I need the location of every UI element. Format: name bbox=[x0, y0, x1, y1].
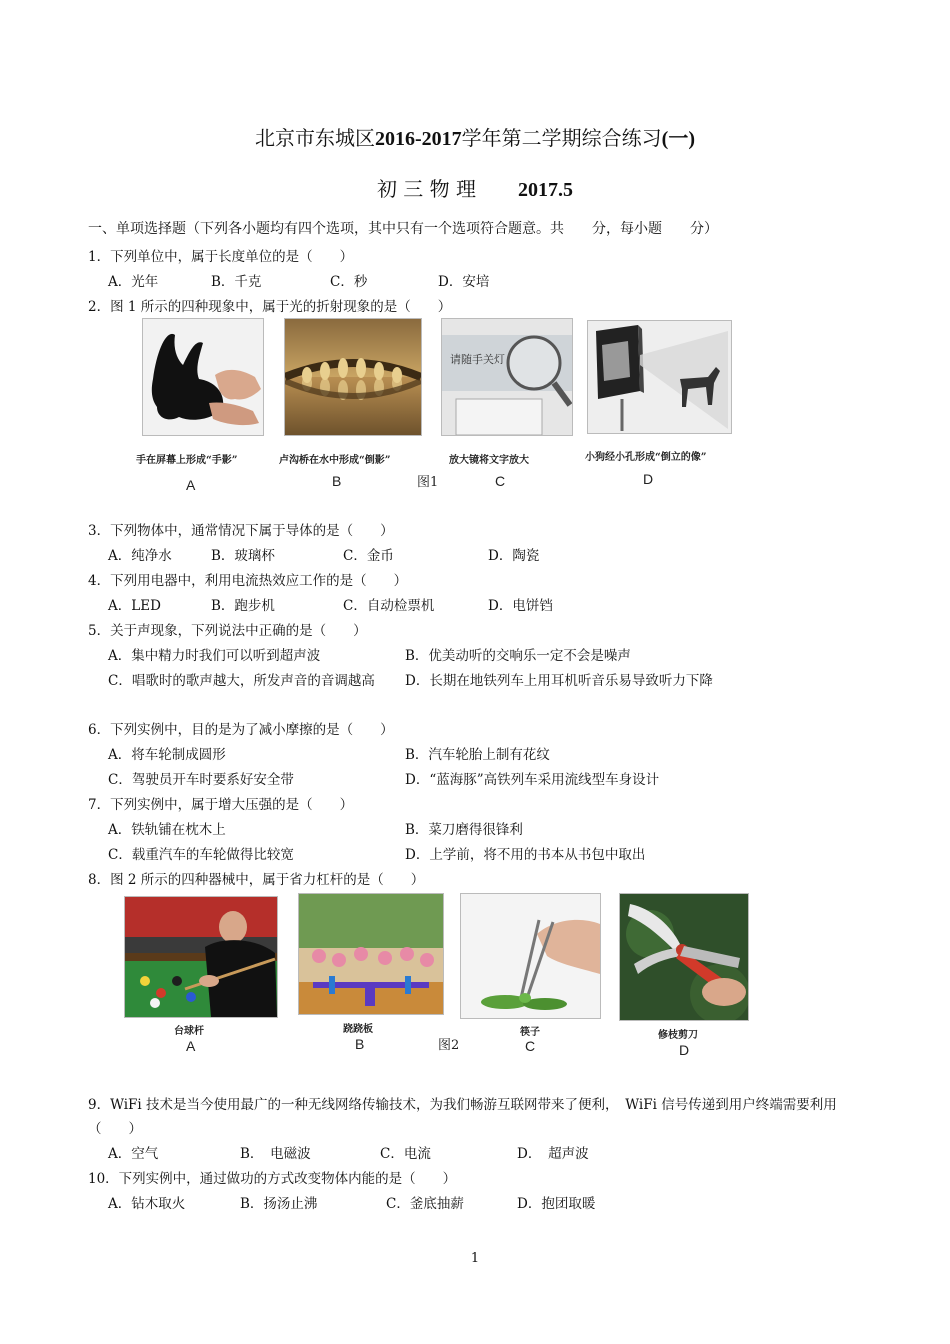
q10-option-d: D．抱团取暖 bbox=[517, 1196, 596, 1212]
q2-letter-b: B bbox=[332, 473, 342, 489]
q7-option-b: B．菜刀磨得很锋利 bbox=[405, 822, 523, 838]
q8-caption-a: 台球杆 bbox=[174, 1026, 204, 1037]
q3-option-a: A．纯净水 bbox=[108, 548, 172, 564]
q6-option-b: B．汽车轮胎上制有花纹 bbox=[405, 747, 550, 763]
figure-pinhole bbox=[587, 320, 732, 434]
question-7-stem: 7．下列实例中，属于增大压强的是（ ） bbox=[88, 797, 354, 813]
q9-option-c: C．电流 bbox=[380, 1146, 431, 1162]
q2-letter-c: C bbox=[495, 473, 506, 489]
q6-option-a: A．将车轮制成圆形 bbox=[108, 747, 226, 763]
question-4-stem: 4．下列用电器中，利用电流热效应工作的是（ ） bbox=[88, 573, 408, 589]
q2-caption-d: 小狗经小孔形成“倒立的像” bbox=[585, 452, 707, 463]
title-prefix: 北京市东城区 bbox=[255, 126, 375, 150]
question-1-stem: 1．下列单位中，属于长度单位的是（ ） bbox=[88, 249, 354, 265]
q2-caption-a: 手在屏幕上形成“手影” bbox=[136, 455, 238, 466]
question-8-stem: 8．图 2 所示的四种器械中，属于省力杠杆的是（ ） bbox=[88, 872, 425, 888]
q8-letter-d: D bbox=[679, 1042, 690, 1058]
q2-caption-b: 卢沟桥在水中形成“倒影” bbox=[279, 455, 391, 466]
page-title bbox=[0, 122, 950, 151]
q3-option-c: C．金币 bbox=[343, 548, 394, 564]
figure-magnifier bbox=[441, 318, 573, 436]
q2-letter-d: D bbox=[643, 471, 654, 487]
q1-option-d: D．安培 bbox=[438, 274, 490, 290]
subtitle-date: 2017.5 bbox=[518, 179, 574, 201]
figure-2-label: 图2 bbox=[438, 1038, 460, 1053]
q2-letter-a: A bbox=[186, 477, 196, 493]
q5-option-b: B．优美动听的交响乐一定不会是噪声 bbox=[405, 648, 631, 664]
q10-option-c: C．釜底抽薪 bbox=[386, 1196, 464, 1212]
q7-option-d: D．上学前，将不用的书本从书包中取出 bbox=[405, 847, 646, 863]
q6-option-c: C．驾驶员开车时要系好安全带 bbox=[108, 772, 294, 788]
q8-caption-c: 筷子 bbox=[520, 1027, 540, 1038]
q4-option-a: A．LED bbox=[108, 598, 161, 614]
title-years: 2016-2017 bbox=[375, 128, 462, 150]
q4-option-d: D．电饼铛 bbox=[488, 598, 553, 614]
subtitle-subject: 初 三 物 理 bbox=[376, 177, 477, 201]
q8-caption-b: 跷跷板 bbox=[343, 1024, 373, 1035]
q5-option-a: A．集中精力时我们可以听到超声波 bbox=[108, 648, 321, 664]
q5-option-d: D．长期在地铁列车上用耳机听音乐易导致听力下降 bbox=[405, 673, 713, 689]
figure-pruning-shears bbox=[619, 893, 749, 1021]
q7-option-c: C．载重汽车的车轮做得比较宽 bbox=[108, 847, 294, 863]
q1-option-c: C．秒 bbox=[330, 274, 368, 290]
q9-option-a: A．空气 bbox=[108, 1146, 159, 1162]
question-3-stem: 3．下列物体中，通常情况下属于导体的是（ ） bbox=[88, 523, 394, 539]
title-suffix: (一) bbox=[661, 128, 695, 150]
q9-option-b: B． 电磁波 bbox=[240, 1146, 311, 1162]
figure-chopsticks bbox=[460, 893, 601, 1019]
q4-option-c: C．自动检票机 bbox=[343, 598, 435, 614]
section-heading: 一、单项选择题（下列各小题均有四个选项，其中只有一个选项符合题意。共 分，每小题 分） bbox=[88, 221, 718, 237]
question-9-bracket: （ ） bbox=[88, 1121, 142, 1137]
q3-option-b: B．玻璃杯 bbox=[211, 548, 275, 564]
q1-option-a: A．光年 bbox=[108, 274, 159, 290]
sign-text: 请随手关灯 bbox=[450, 353, 505, 366]
q8-caption-d: 修枝剪刀 bbox=[658, 1030, 698, 1041]
q1-option-b: B．千克 bbox=[211, 274, 262, 290]
question-10-stem: 10．下列实例中，通过做功的方式改变物体内能的是（ ） bbox=[88, 1171, 457, 1187]
q3-option-d: D．陶瓷 bbox=[488, 548, 540, 564]
question-2-stem: 2．图 1 所示的四种现象中，属于光的折射现象的是（ ） bbox=[88, 299, 452, 315]
figure-hand-shadow bbox=[142, 318, 264, 436]
q8-letter-b: B bbox=[355, 1036, 365, 1052]
page-number: 1 bbox=[470, 1251, 480, 1266]
q10-option-a: A．钻木取火 bbox=[108, 1196, 186, 1212]
figure-1-label: 图1 bbox=[417, 475, 439, 490]
title-mid: 学年第二学期综合练习 bbox=[461, 126, 662, 150]
q2-caption-c: 放大镜将文字放大 bbox=[449, 455, 529, 466]
q8-letter-c: C bbox=[525, 1038, 536, 1054]
q5-option-c: C．唱歌时的歌声越大，所发声音的音调越高 bbox=[108, 673, 375, 689]
page-subtitle bbox=[0, 173, 950, 202]
q7-option-a: A．铁轨铺在枕木上 bbox=[108, 822, 226, 838]
figure-bridge-reflection bbox=[284, 318, 422, 436]
question-5-stem: 5．关于声现象，下列说法中正确的是（ ） bbox=[88, 623, 367, 639]
q4-option-b: B．跑步机 bbox=[211, 598, 275, 614]
figure-billiard-cue bbox=[124, 896, 278, 1018]
q9-option-d: D． 超声波 bbox=[517, 1146, 589, 1162]
question-6-stem: 6．下列实例中，目的是为了减小摩擦的是（ ） bbox=[88, 722, 394, 738]
q6-option-d: D．“蓝海豚”高铁列车采用流线型车身设计 bbox=[405, 772, 660, 788]
figure-seesaw bbox=[298, 893, 444, 1015]
question-9-stem: 9．WiFi 技术是当今使用最广的一种无线网络传输技术，为我们畅游互联网带来了便利， WiFi 信号传递到用户终端需要利用 bbox=[88, 1097, 837, 1113]
q8-letter-a: A bbox=[186, 1038, 196, 1054]
q10-option-b: B．扬汤止沸 bbox=[240, 1196, 318, 1212]
